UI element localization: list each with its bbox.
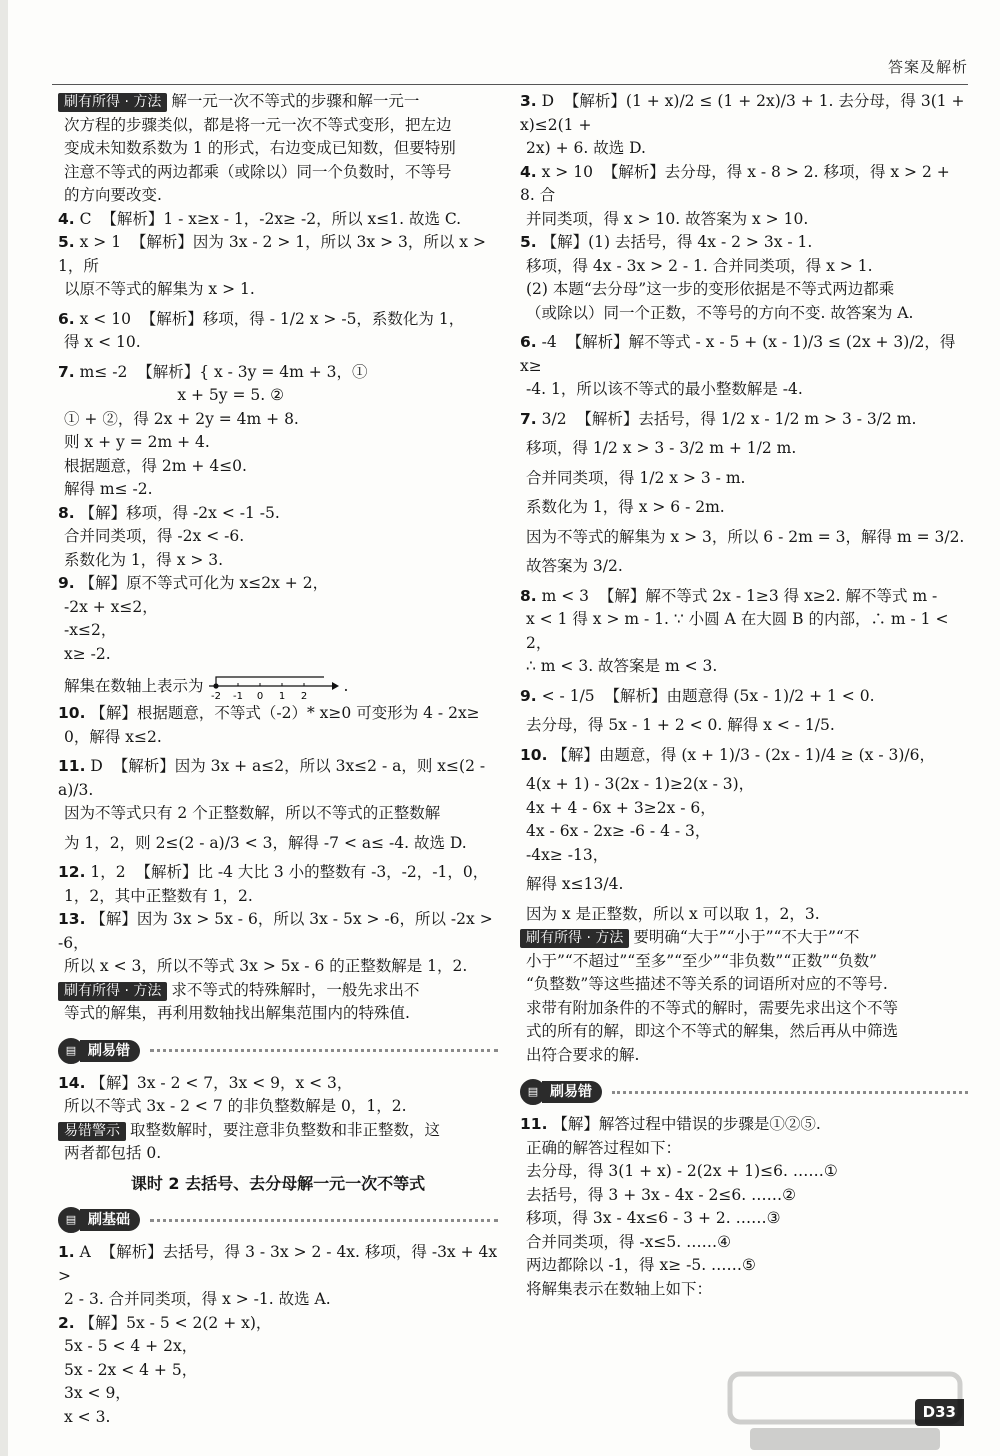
- text-line: [58, 802, 498, 826]
- question-number: 10.: [520, 745, 548, 764]
- text-line: [520, 378, 968, 402]
- dotted-divider: [612, 1091, 968, 1094]
- text-line: [520, 797, 968, 821]
- text-line: [58, 361, 498, 385]
- line-text: 则 x + y = 2m + 4.: [64, 433, 210, 451]
- line-text: 5x - 5 < 4 + 2x，: [64, 1337, 198, 1355]
- text-line: [58, 231, 498, 278]
- text-line: [58, 431, 498, 455]
- text-line: [58, 1095, 498, 1119]
- text-line: [58, 619, 498, 643]
- line-text: 1，2，其中正整数有 1，2.: [64, 886, 253, 905]
- dotted-divider: [150, 1219, 498, 1222]
- book-icon: ▤: [58, 1207, 84, 1233]
- text-line: [520, 903, 968, 927]
- line-text: A 【解析】去括号，得 3 - 3x > 2 - 4x. 移项，得 -3x + 4x >: [58, 1243, 503, 1285]
- question-number: 7.: [58, 362, 75, 381]
- text-line: [58, 1288, 498, 1312]
- line-text: 4x - 6x - 2x≥ -6 - 4 - 3，: [526, 822, 711, 840]
- line-text: 将解集表示在数轴上如下：: [526, 1279, 713, 1298]
- text-line: [58, 308, 498, 332]
- method-tag: 刷有所得 · 方法: [58, 93, 167, 112]
- text-line: [58, 1142, 498, 1166]
- line-text: 0，解得 x≤2.: [64, 727, 162, 746]
- method-tag: 刷有所得 · 方法: [520, 929, 629, 948]
- line-text: 合并同类项，得 -2x < -6.: [64, 527, 245, 545]
- text-line: [58, 384, 498, 408]
- line-text: 的方向要改变.: [64, 186, 162, 204]
- text-line: [520, 997, 968, 1021]
- method-tag: 易错警示: [58, 1122, 126, 1141]
- text-line: [520, 526, 968, 550]
- text-line: [520, 467, 968, 491]
- line-text: 【解】根据题意，不等式（-2）* x≥0 可变形为 4 - 2x≥: [90, 704, 480, 722]
- text-line: [520, 1044, 968, 1068]
- line-text: 所以 x < 3，所以不等式 3x > 5x - 6 的正整数解是 1，2.: [64, 957, 468, 975]
- section-badge-label: 刷易错: [80, 1040, 140, 1062]
- text-line: [520, 302, 968, 326]
- text-line: [58, 1241, 503, 1288]
- question-number: 8.: [58, 503, 75, 522]
- text-line: [520, 714, 968, 738]
- line-text: 4(x + 1) - 3(2x - 1)≥2(x - 3)，: [526, 775, 755, 793]
- arrow-right-icon: [332, 682, 339, 690]
- book-icon: ▤: [520, 1079, 546, 1105]
- text-line: [58, 137, 498, 161]
- line-text: 两者都包括 0.: [64, 1144, 162, 1162]
- line-text: D 【解析】(1 + x)/2 ≤ (1 + 2x)/3 + 1. 去分母，得 3(1 + x)≤2(1 +: [520, 92, 970, 134]
- text-line: [58, 1359, 498, 1383]
- line-text: 【解】移项，得 -2x < -1 -5.: [79, 503, 280, 522]
- line-text: 解集在数轴上表示为: [64, 677, 204, 695]
- text-line: [520, 1254, 968, 1278]
- text-line: [520, 496, 968, 520]
- line-text: 【解】5x - 5 < 2(2 + x)，: [79, 1313, 272, 1332]
- text-line: [58, 832, 498, 856]
- line-text: 得 x < 10.: [64, 333, 141, 351]
- section-badge-label: 刷易错: [542, 1081, 602, 1103]
- line-text: D 【解析】因为 3x + a≤2，所以 3x≤2 - a，则 x≤(2 - a)/3.: [58, 757, 491, 799]
- text-line: [58, 549, 498, 573]
- line-text: 移项，得 4x - 3x > 2 - 1. 合并同类项，得 x > 1.: [526, 256, 873, 275]
- question-number: 3.: [520, 92, 537, 110]
- left-column: [58, 90, 503, 1429]
- line-text: 以原不等式的解集为 x > 1.: [64, 280, 255, 298]
- text-line: [520, 161, 968, 208]
- text-line: [520, 1278, 968, 1302]
- text-line: [520, 844, 968, 868]
- text-line: [520, 255, 968, 279]
- line-text: 【解】解答过程中错误的步骤是①②⑤.: [552, 1115, 821, 1133]
- line-text: 【解】由题意，得 (x + 1)/3 - (2x - 1)/4 ≥ (x - 3)/6，: [552, 745, 935, 764]
- text-line: [520, 208, 968, 232]
- line-text: 小于”“不超过”“至多”“至少”“非负数”“正数”“负数”: [526, 951, 878, 970]
- question-number: 10.: [58, 704, 86, 722]
- question-number: 7.: [520, 409, 537, 428]
- line-text: 解得 m≤ -2.: [64, 480, 153, 498]
- text-line: [58, 596, 498, 620]
- question-number: 5.: [520, 233, 537, 251]
- text-line: [520, 585, 968, 609]
- question-number: 2.: [58, 1313, 75, 1332]
- text-line: [520, 873, 968, 897]
- text-line: [520, 1113, 968, 1137]
- line-text: x > 10 【解析】去分母，得 x - 8 > 2. 移项，得 x > 2 + 8. 合: [520, 162, 955, 204]
- line-text: < - 1/5 【解析】由题意得 (5x - 1)/2 + 1 < 0.: [541, 686, 875, 705]
- text-line: [58, 90, 498, 114]
- line-text: m≤ -2 【解析】{ x - 3y = 4m + 3，①: [79, 362, 368, 381]
- text-line: [520, 437, 968, 461]
- text-line: [58, 1312, 498, 1336]
- text-line: [520, 1020, 968, 1044]
- line-text: -x≤2，: [64, 621, 117, 639]
- method-tag: 刷有所得 · 方法: [58, 982, 167, 1001]
- question-number: 4.: [520, 162, 537, 181]
- line-text: -2x + x≤2，: [64, 597, 158, 616]
- text-line: 解集在数轴上表示为 -2 -1 0 1 2 .: [58, 672, 498, 702]
- line-text: 式的所有的解，即这个不等式的解集，然后再从中筛选: [526, 1022, 899, 1040]
- line-text: 合并同类项，得 1/2 x > 3 - m.: [526, 468, 746, 487]
- text-line: [58, 525, 498, 549]
- number-line-tick-label: 0: [256, 691, 263, 702]
- section-badge: [520, 1079, 968, 1105]
- text-line: [520, 655, 968, 679]
- text-line: [58, 726, 498, 750]
- question-number: 6.: [520, 333, 537, 351]
- line-text: -4x≥ -13，: [526, 845, 609, 864]
- line-text: x + 5y = 5. ②: [64, 386, 284, 404]
- text-line: [58, 408, 498, 432]
- question-number: 8.: [520, 586, 537, 605]
- question-number: 9.: [520, 686, 537, 705]
- text-line: [520, 1160, 968, 1184]
- question-number: 5.: [58, 233, 75, 251]
- text-line: [58, 979, 498, 1003]
- question-number: 14.: [58, 1073, 86, 1092]
- line-text: 1，2 【解析】比 -4 大比 3 小的整数有 -3，-2，-1，0，: [90, 863, 489, 881]
- line-text: 注意不等式的两边都乘（或除以）同一个负数时，不等号: [64, 162, 452, 181]
- line-text: 2 - 3. 合并同类项，得 x > -1. 故选 A.: [64, 1290, 331, 1308]
- text-line: [58, 114, 498, 138]
- text-line: [520, 1184, 968, 1208]
- number-line-tick-label: 2: [300, 691, 307, 702]
- line-text: 去括号，得 3 + 3x - 4x - 2≤6. ……②: [526, 1185, 796, 1204]
- page-number: D33: [915, 1399, 964, 1427]
- line-text: 次方程的步骤类似，都是将一元一次不等式变形，把左边: [64, 115, 452, 134]
- text-line: [58, 861, 498, 885]
- text-line: [520, 408, 968, 432]
- line-text: 解一元一次不等式的步骤和解一元一: [171, 92, 420, 110]
- number-line: [204, 672, 344, 702]
- text-line: [58, 1335, 498, 1359]
- text-line: [58, 478, 498, 502]
- header-rule: [52, 84, 968, 85]
- text-line: [520, 1137, 968, 1161]
- line-text: 系数化为 1，得 x > 3.: [64, 550, 224, 569]
- section-badge-label: 刷基础: [80, 1209, 140, 1231]
- line-text: 因为 x 是正整数，所以 x 可以取 1，2，3.: [526, 904, 820, 923]
- question-number: 4.: [58, 209, 75, 228]
- question-number: 11.: [520, 1115, 548, 1133]
- text-line: [58, 908, 498, 955]
- line-text: 去分母，得 5x - 1 + 2 < 0. 解得 x < - 1/5.: [526, 716, 835, 734]
- question-number: 9.: [58, 574, 75, 592]
- line-text: 变成未知数系数为 1 的形式，右边变成已知数，但要特别: [64, 139, 456, 157]
- question-number: 6.: [58, 309, 75, 328]
- text-line: [58, 502, 498, 526]
- text-line: [58, 455, 498, 479]
- text-line: [58, 331, 498, 355]
- line-text: 要明确“大于”“小于”“不大于”“不: [633, 928, 860, 946]
- text-line: [58, 1002, 498, 1026]
- line-text: ∴ m < 3. 故答案是 m < 3.: [526, 657, 718, 675]
- text-line: [58, 278, 498, 302]
- question-number: 1.: [58, 1243, 75, 1261]
- section-badge: [58, 1038, 498, 1064]
- line-text: 故答案为 3/2.: [526, 557, 623, 575]
- line-text: -4 【解析】解不等式 - x - 5 + (x - 1)/3 ≤ (2x + 3)/2，得 x≥: [520, 333, 961, 375]
- line-text: x < 1 得 x > m - 1. ∵ 小圆 A 在大圆 B 的内部，∴ m - 1 < 2，: [526, 610, 954, 652]
- text-line: [520, 331, 968, 378]
- number-line-tick-label: -2: [210, 691, 221, 702]
- line-text: C 【解析】1 - x≥x - 1，-2x≥ -2，所以 x≤1. 故选 C.: [79, 209, 462, 228]
- line-text: 因为不等式只有 2 个正整数解，所以不等式的正整数解: [64, 804, 441, 822]
- text-line: [58, 755, 498, 802]
- line-text: 2x) + 6. 故选 D.: [526, 139, 646, 157]
- book-icon: ▤: [58, 1038, 84, 1064]
- line-text: 【解】原不等式可化为 x≤2x + 2，: [79, 574, 329, 592]
- text-line: [58, 184, 498, 208]
- line-text: 解得 x≤13/4.: [526, 875, 624, 893]
- line-text: 合并同类项，得 -x≤5. ……④: [526, 1232, 732, 1251]
- number-line-tick-label: -1: [232, 691, 243, 702]
- header-title: 答案及解析: [887, 58, 968, 76]
- text-line: [520, 137, 968, 161]
- line-text: 根据题意，得 2m + 4≤0.: [64, 456, 247, 475]
- text-line: [520, 926, 968, 950]
- line-text: 移项，得 1/2 x > 3 - 3/2 m + 1/2 m.: [526, 439, 797, 457]
- line-text: ① + ②，得 2x + 2y = 4m + 8.: [64, 409, 299, 428]
- dotted-divider: [150, 1049, 498, 1052]
- text-line: [520, 608, 968, 655]
- line-text: 正确的解答过程如下：: [526, 1138, 682, 1157]
- line-text: （或除以）同一个正数，不等号的方向不变. 故答案为 A.: [526, 303, 914, 322]
- line-text: 4x + 4 - 6x + 3≥2x - 6，: [526, 798, 716, 817]
- number-line-tick-label: 1: [278, 691, 285, 702]
- text-line: [58, 1406, 498, 1430]
- line-text: 取整数解时，要注意非负整数和非正整数，这: [130, 1120, 441, 1139]
- line-text: 出符合要求的解.: [526, 1045, 640, 1064]
- line-text: 两边都除以 -1，得 x≥ -5. ……⑤: [526, 1256, 756, 1274]
- line-text: 【解】因为 3x > 5x - 6，所以 3x - 5x > -6，所以 -2x > -6，: [58, 910, 498, 952]
- line-text: 求不等式的特殊解时，一般先求出不: [171, 980, 420, 999]
- text-line: [520, 1207, 968, 1231]
- text-line: [58, 161, 498, 185]
- line-text: x < 10 【解析】移项，得 - 1/2 x > -5，系数化为 1，: [79, 309, 465, 328]
- line-text: 为 1，2，则 2≤(2 - a)/3 < 3，解得 -7 < a≤ -4. 故选 D.: [64, 833, 467, 852]
- text-line: [520, 973, 968, 997]
- text-line: [520, 278, 968, 302]
- text-line: [520, 90, 968, 137]
- question-number: 13.: [58, 910, 86, 928]
- question-number: 12.: [58, 863, 86, 881]
- text-line: [520, 773, 968, 797]
- text-line: [58, 1382, 498, 1406]
- text-line: [58, 702, 498, 726]
- solution-ray: [216, 677, 324, 686]
- text-line: [520, 555, 968, 579]
- line-text: 3/2 【解析】去括号，得 1/2 x - 1/2 m > 3 - 3/2 m.: [541, 409, 917, 428]
- section-badge: [58, 1207, 498, 1233]
- text-line: [58, 1119, 498, 1143]
- line-text: 因为不等式的解集为 x > 3，所以 6 - 2m = 3，解得 m = 3/2.: [526, 527, 965, 546]
- line-text: 等式的解集，再利用数轴找出解集范围内的特殊值.: [64, 1004, 410, 1022]
- line-text: 去分母，得 3(1 + x) - 2(2x + 1)≤6. ……①: [526, 1162, 838, 1180]
- text-line: [58, 572, 498, 596]
- line-text: x > 1 【解析】因为 3x - 2 > 1，所以 3x > 3，所以 x > 1，所: [58, 233, 491, 275]
- text-line: [58, 1072, 498, 1096]
- text-line: [520, 231, 968, 255]
- text-line: [58, 885, 498, 909]
- lesson-title: 课时 2 去括号、去分母解一元一次不等式: [130, 1173, 426, 1193]
- line-text: x≥ -2.: [64, 644, 111, 663]
- watermark-logo: [720, 1366, 970, 1456]
- line-text: m < 3 【解】解不等式 2x - 1≥3 得 x≥2. 解不等式 m -: [541, 586, 938, 605]
- line-text: -4. 1，所以该不等式的最小整数解是 -4.: [526, 380, 803, 398]
- page-binding-edge: [0, 0, 8, 1456]
- text-line: [520, 820, 968, 844]
- text-line: [520, 744, 968, 768]
- line-text: 所以不等式 3x - 2 < 7 的非负整数解是 0，1，2.: [64, 1097, 407, 1115]
- line-text: 3x < 9，: [64, 1384, 131, 1402]
- line-text: 并同类项，得 x > 10. 故答案为 x > 10.: [526, 209, 809, 228]
- question-number: 11.: [58, 757, 86, 775]
- line-text: (2) 本题“去分母”这一步的变形依据是不等式两边都乘: [526, 280, 895, 298]
- solution-endpoint-dot: [213, 683, 218, 688]
- line-text: x < 3.: [64, 1407, 111, 1426]
- line-text: 【解】(1) 去括号，得 4x - 2 > 3x - 1.: [541, 233, 813, 251]
- line-text: 5x - 2x < 4 + 5，: [64, 1360, 198, 1379]
- right-column: [520, 90, 968, 1301]
- text-line: [58, 643, 498, 667]
- line-text: “负整数”等这些描述不等关系的词语所对应的不等号.: [526, 975, 888, 993]
- line-text: 求带有附加条件的不等式的解时，需要先求出这个不等: [526, 998, 899, 1017]
- text-line: [520, 1231, 968, 1255]
- text-line: [58, 208, 498, 232]
- text-line: [520, 685, 968, 709]
- text-line: [58, 955, 498, 979]
- text-line: [520, 950, 968, 974]
- line-text: 【解】3x - 2 < 7，3x < 9，x < 3，: [90, 1073, 353, 1092]
- line-text: 移项，得 3x - 4x≤6 - 3 + 2. ……③: [526, 1209, 781, 1227]
- line-text: 系数化为 1，得 x > 6 - 2m.: [526, 498, 725, 516]
